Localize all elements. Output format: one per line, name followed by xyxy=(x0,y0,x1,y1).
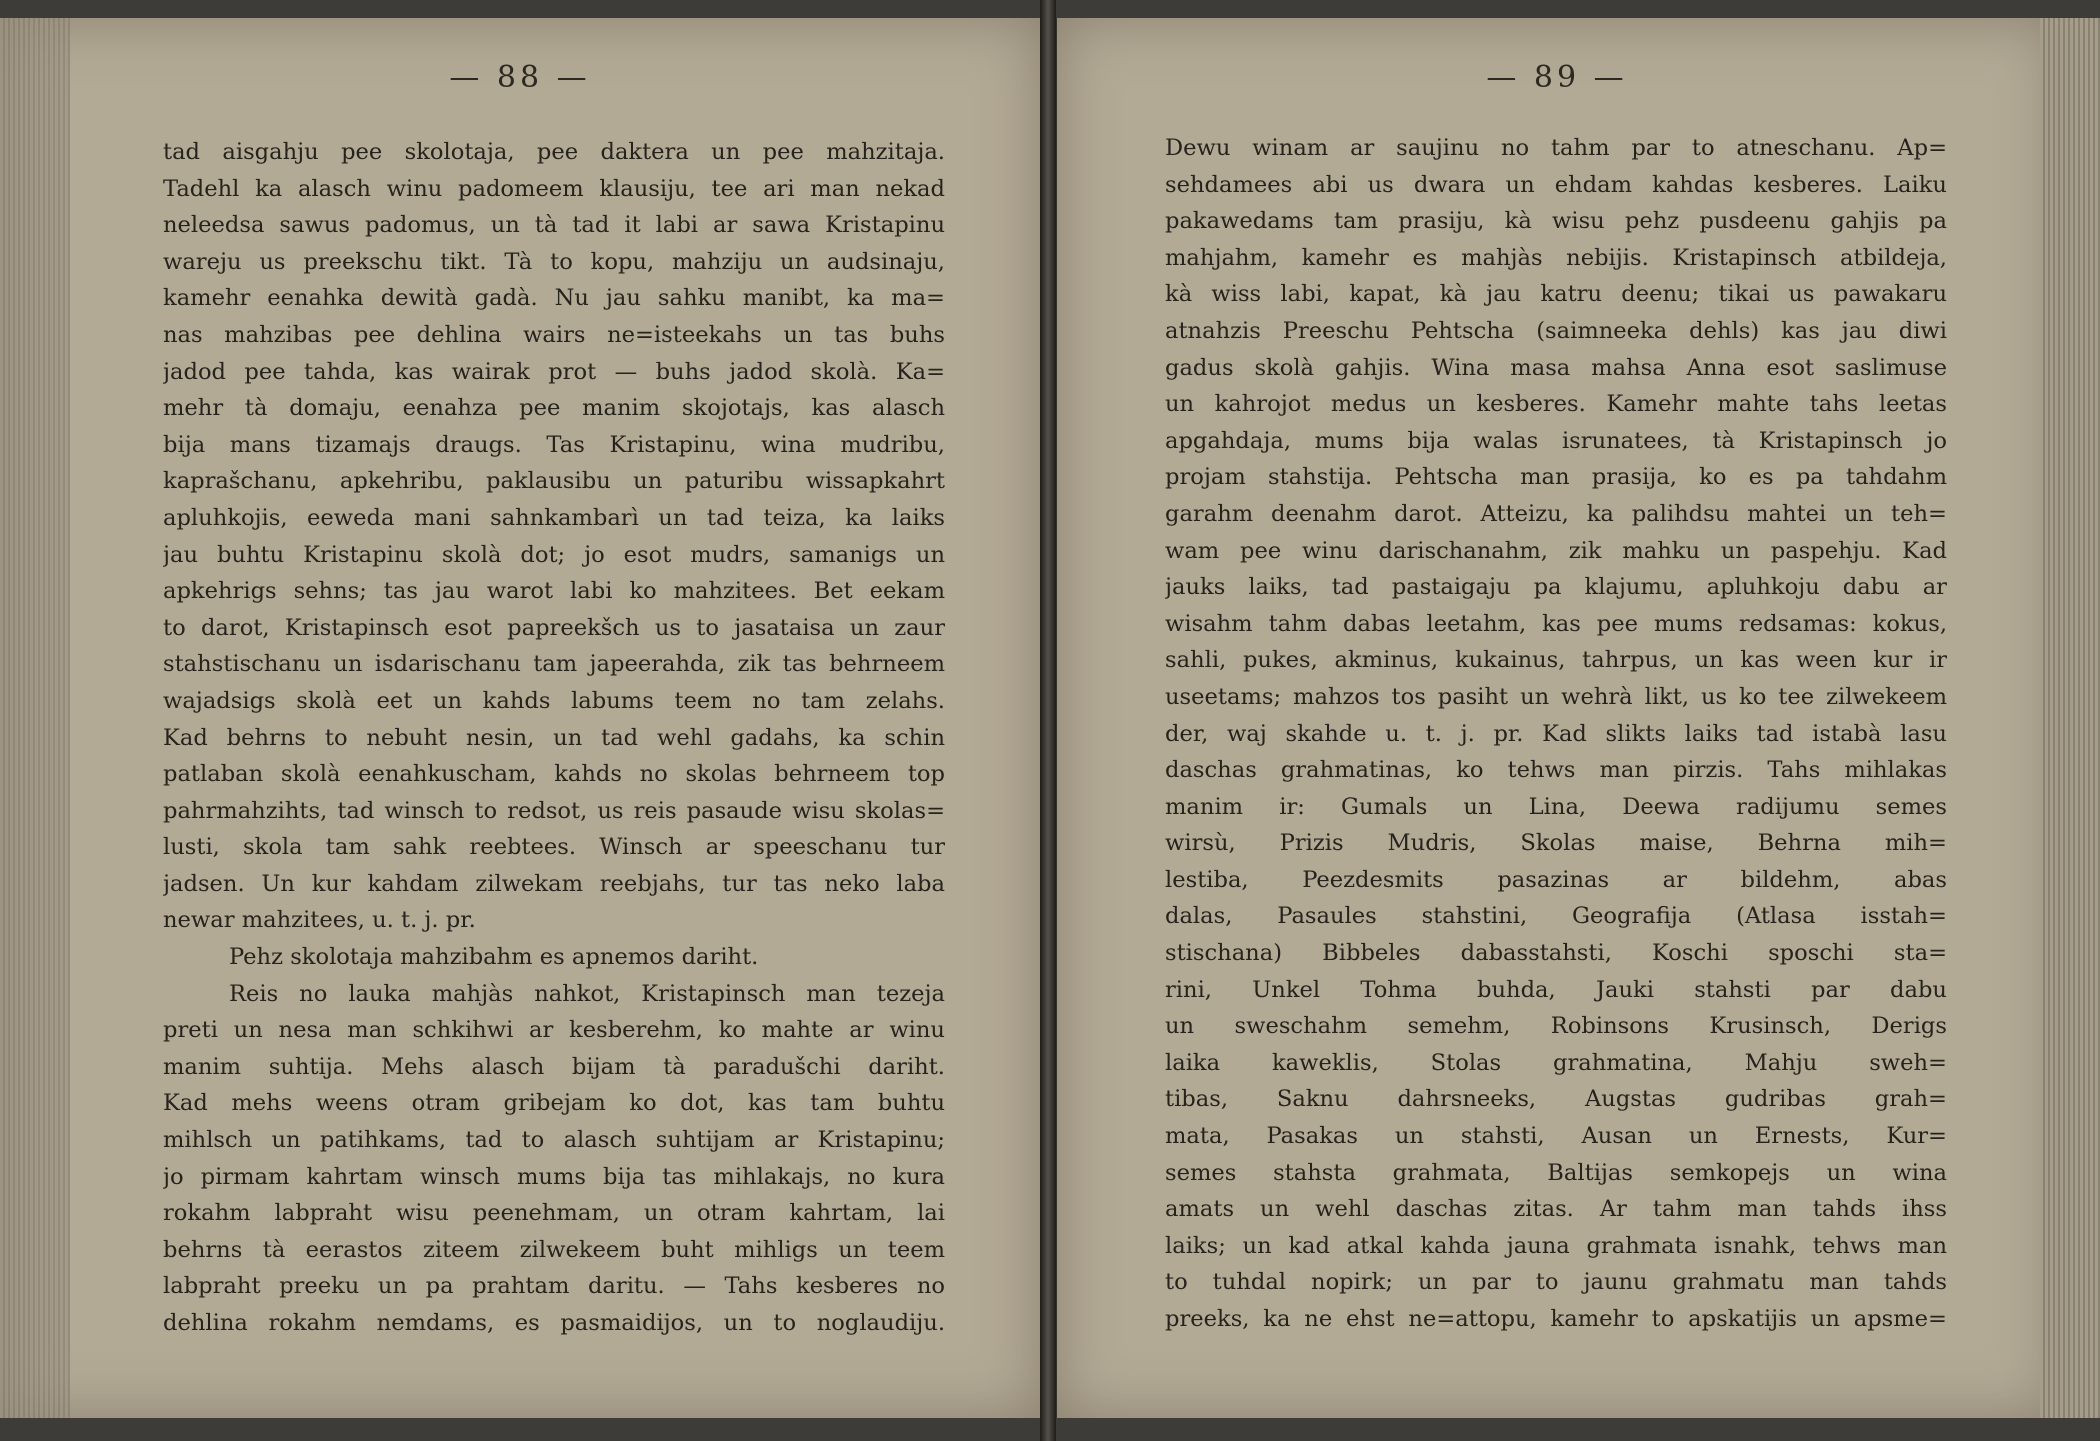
text-line: mehr tà domaju, eenahza pee manim skojotajs, kas alasch xyxy=(163,395,945,422)
text-line: Pehz skolotaja mahzibahm es apnemos dariht. xyxy=(229,944,759,971)
text-line: wareju us preekschu tikt. Tà to kopu, mahziju un audsinaju, xyxy=(163,248,945,275)
text-line: to darot, Kristapinsch esot papreekšch us to jasataisa un zaur xyxy=(163,614,945,641)
text-line: apluhkojis, eeweda mani sahnkambarì un tad teiza, ka laiks xyxy=(163,504,945,531)
text-line: lestiba, Peezdesmits pasazinas ar bildehm, abas xyxy=(1165,866,1947,893)
text-line: stahstischanu un isdarischanu tam japeerahda, zik tas behrneem xyxy=(163,651,945,678)
text-line: mahjahm, kamehr es mahjàs nebijis. Kristapinsch atbildeja, xyxy=(1165,244,1947,271)
text-line: wisahm tahm dabas leetahm, kas pee mums redsamas: kokus, xyxy=(1165,610,1947,637)
text-line: kà wiss labi, kapat, kà jau katru deenu; tikai us pawakaru xyxy=(1165,281,1947,308)
right-page xyxy=(1054,18,2057,1418)
left-page-edges xyxy=(0,18,70,1418)
text-line: rini, Unkel Tohma buhda, Jauki stahsti par dabu xyxy=(1165,976,1947,1003)
text-line: garahm deenahm darot. Atteizu, ka palihdsu mahtei un teh= xyxy=(1165,500,1947,527)
text-line: Dewu winam ar saujinu no tahm par to atneschanu. Ap= xyxy=(1165,135,1947,161)
text-line: semes stahsta grahmata, Baltijas semkopejs un wina xyxy=(1165,1159,1947,1186)
text-line: sehdamees abi us dwara un ehdam kahdas kesberes. Laiku xyxy=(1165,171,1947,198)
text-line: nas mahzibas pee dehlina wairs ne=isteekahs un tas buhs xyxy=(163,321,945,348)
right-page-text xyxy=(1165,130,1947,1338)
text-line: pahrmahzihts, tad winsch to redsot, us reis pasaude wisu skolas= xyxy=(163,797,945,824)
text-line: rokahm labpraht wisu peenehmam, un otram kahrtam, lai xyxy=(163,1200,945,1227)
text-line: Reis no lauka mahjàs nahkot, Kristapinsch man tezeja xyxy=(229,980,945,1007)
text-line: tibas, Saknu dahrsneeks, Augstas gudribas grah= xyxy=(1165,1086,1947,1113)
page-number-88: — 88 — xyxy=(449,60,591,95)
text-line: laiks; un kad atkal kahda jauna grahmata isnahk, tehws man xyxy=(1165,1232,1947,1259)
left-page-text xyxy=(163,134,945,1342)
text-line: jauks laiks, tad pastaigaju pa klajumu, apluhkoju dabu ar xyxy=(1165,574,1947,601)
text-line: wam pee winu darischanahm, zik mahku un paspehju. Kad xyxy=(1165,537,1947,564)
text-line: mata, Pasakas un stahsti, Ausan un Ernests, Kur= xyxy=(1165,1123,1947,1150)
left-page xyxy=(0,18,1042,1418)
text-line: laika kaweklis, Stolas grahmatina, Mahju sweh= xyxy=(1165,1049,1947,1076)
text-line: pakawedams tam prasiju, kà wisu pehz pusdeenu gahjis pa xyxy=(1165,208,1947,235)
text-line: bija mans tizamajs draugs. Tas Kristapinu, wina mudribu, xyxy=(163,431,945,458)
text-line: kaprašchanu, apkehribu, paklausibu un paturibu wissapkahrt xyxy=(163,468,945,495)
text-line: stischana) Bibbeles dabasstahsti, Koschi sposchi sta= xyxy=(1165,940,1947,967)
right-page-edges xyxy=(2040,18,2100,1418)
text-line: wajadsigs skolà eet un kahds labums teem no tam zelahs. xyxy=(163,687,945,714)
text-line: useetams; mahzos tos pasiht un wehrà likt, us ko tee zilwekeem xyxy=(1165,683,1947,710)
text-line: sahli, pukes, akminus, kukainus, tahrpus, un kas ween kur ir xyxy=(1165,647,1947,674)
text-line: Tadehl ka alasch winu padomeem klausiju, tee ari man nekad xyxy=(163,175,945,202)
text-line: manim ir: Gumals un Lina, Deewa radijumu semes xyxy=(1165,793,1947,820)
text-line: un sweschahm semehm, Robinsons Krusinsch, Derigs xyxy=(1165,1013,1947,1040)
text-line: dehlina rokahm nemdams, es pasmaidijos, un to noglaudiju. xyxy=(163,1310,945,1336)
text-line: jadod pee tahda, kas wairak prot — buhs jadod skolà. Ka= xyxy=(163,358,945,385)
text-line: newar mahzitees, u. t. j. pr. xyxy=(163,907,476,934)
text-line: jadsen. Un kur kahdam zilwekam reebjahs, tur tas neko laba xyxy=(163,870,945,897)
text-line: preeks, ka ne ehst ne=attopu, kamehr to apskatijis un apsme= xyxy=(1165,1306,1947,1332)
text-line: gadus skolà gahjis. Wina masa mahsa Anna esot saslimuse xyxy=(1165,354,1947,381)
book-gutter xyxy=(1040,0,1056,1441)
text-line: patlaban skolà eenahkuscham, kahds no skolas behrneem top xyxy=(163,761,945,788)
text-line: apkehrigs sehns; tas jau warot labi ko mahzitees. Bet eekam xyxy=(163,578,945,605)
text-line: preti un nesa man schkihwi ar kesberehm, ko mahte ar winu xyxy=(163,1017,945,1044)
text-line: der, waj skahde u. t. j. pr. Kad slikts laiks tad istabà lasu xyxy=(1165,720,1947,747)
text-line: neleedsa sawus padomus, un tà tad it labi ar sawa Kristapinu xyxy=(163,212,945,239)
text-line: daschas grahmatinas, ko tehws man pirzis. Tahs mihlakas xyxy=(1165,757,1947,784)
text-line: Kad mehs weens otram gribejam ko dot, kas tam buhtu xyxy=(163,1090,945,1117)
text-line: behrns tà eerastos ziteem zilwekeem buht mihligs un teem xyxy=(163,1236,945,1263)
page-number-89: — 89 — xyxy=(1486,60,1628,95)
text-line: jo pirmam kahrtam winsch mums bija tas mihlakajs, no kura xyxy=(163,1163,945,1190)
text-line: un kahrojot medus un kesberes. Kamehr mahte tahs leetas xyxy=(1165,391,1947,418)
text-line: labpraht preeku un pa prahtam daritu. — Tahs kesberes no xyxy=(163,1273,945,1300)
text-line: projam stahstija. Pehtscha man prasija, ko es pa tahdahm xyxy=(1165,464,1947,491)
text-line: manim suhtija. Mehs alasch bijam tà paradušchi dariht. xyxy=(163,1053,945,1080)
text-line: to tuhdal nopirk; un par to jaunu grahmatu man tahds xyxy=(1165,1269,1947,1296)
text-line: apgahdaja, mums bija walas isrunatees, tà Kristapinsch jo xyxy=(1165,427,1947,454)
text-line: kamehr eenahka dewità gadà. Nu jau sahku manibt, ka ma= xyxy=(163,285,945,312)
text-line: amats un wehl daschas zitas. Ar tahm man tahds ihss xyxy=(1165,1196,1947,1223)
text-line: dalas, Pasaules stahstini, Geografija (Atlasa isstah= xyxy=(1165,903,1947,930)
text-line: Kad behrns to nebuht nesin, un tad wehl gadahs, ka schin xyxy=(163,724,945,751)
text-line: mihlsch un patihkams, tad to alasch suhtijam ar Kristapinu; xyxy=(163,1127,945,1154)
text-line: jau buhtu Kristapinu skolà dot; jo esot mudrs, samanigs un xyxy=(163,541,945,568)
text-line: atnahzis Preeschu Pehtscha (saimneeka dehls) kas jau diwi xyxy=(1165,317,1947,344)
text-line: wirsù, Prizis Mudris, Skolas maise, Behrna mih= xyxy=(1165,830,1947,857)
text-line: tad aisgahju pee skolotaja, pee daktera un pee mahzitaja. xyxy=(163,139,945,165)
text-line: lusti, skola tam sahk reebtees. Winsch ar speeschanu tur xyxy=(163,834,945,861)
